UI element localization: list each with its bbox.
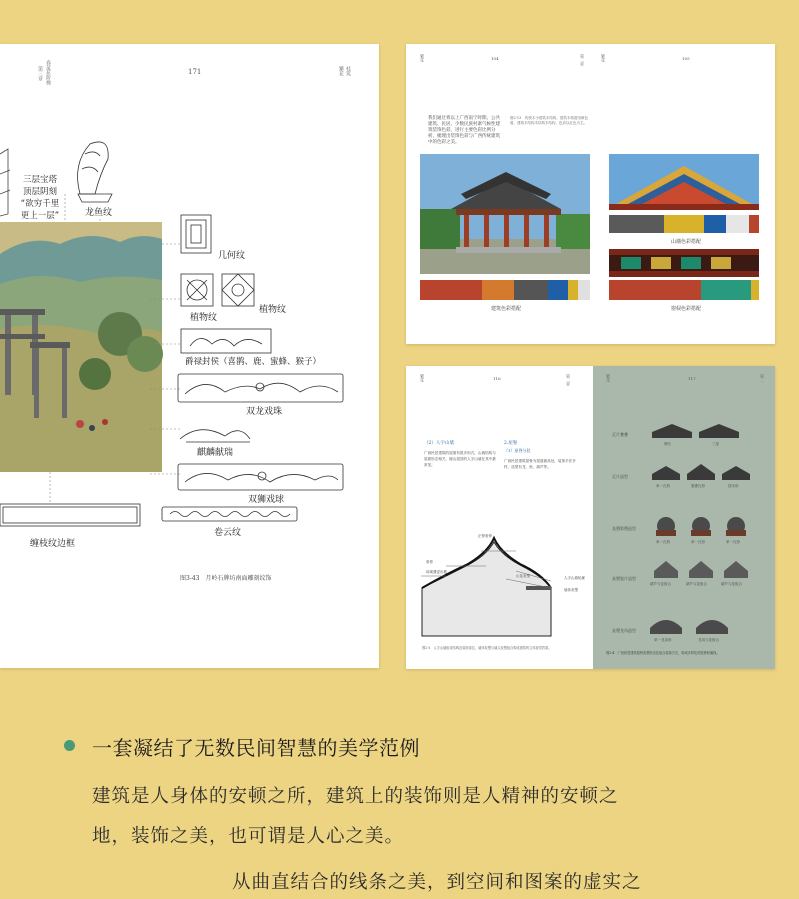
spread-bottom-page-left: 116 — [493, 376, 501, 381]
label-qilin: 麒麟献瑞 — [197, 448, 234, 458]
spread-bottom-header-mid: 第二章 — [566, 374, 571, 386]
page-number: 171 — [188, 68, 202, 76]
book-title-vertical-left: 春茧花阶梯 — [45, 60, 51, 85]
right-label-3: 灰塑瓷片造型 — [612, 576, 636, 581]
right-caption-4: 钱币形 — [728, 484, 739, 488]
palette-2 — [609, 215, 759, 233]
right-caption-10: 葫芦与花组合 — [721, 582, 742, 586]
right-label-4: 灰塑龙凤造型 — [612, 628, 636, 633]
section-heading: 一套凝结了无数民间智慧的美学范例 — [92, 736, 420, 760]
spread-top-page-left: 104 — [491, 56, 499, 61]
right-label-1: 瓦片造型 — [612, 474, 628, 479]
paragraph-line-2: 地，装饰之美，也可谓是人心之美。 — [92, 826, 405, 847]
landscape-painting — [0, 222, 163, 472]
spread-top-header-mid: 第二章 — [580, 54, 585, 66]
right-label-2: 灰塑彩塑造型 — [612, 526, 636, 531]
diagram-label-5: 砖砌叠涩出檐 — [426, 570, 447, 574]
spread-top-figure-note: 图2-13 传统木小建筑木结构，建筑木构建用颜色谱，建筑木结构木结构木结构，色彩以红色为主。 — [510, 116, 588, 125]
paragraph-line-3: 从曲直结合的线条之美，到空间和图案的虚实之 — [232, 872, 642, 893]
figure-note-right: 图2-4 广西民居建筑屋脊灰塑形态及组合装饰方式，构成多样化的屋脊轮廓线。 — [606, 651, 720, 655]
right-caption-11: 单一龙凤形 — [654, 638, 672, 642]
section-b-subtitle: （1）屋脊分段 — [504, 448, 531, 453]
cloud-pattern-drawing — [162, 507, 297, 521]
label-plant-2: 植物纹 — [259, 305, 287, 315]
diagram-label-4: 墙体灰塑 — [564, 588, 578, 592]
spread-bottom-header-right: 繁花 — [606, 374, 611, 382]
pagoda-drawing — [0, 149, 10, 216]
section-b-title: 2.屋脊 — [504, 441, 518, 446]
vine-border-drawing — [0, 504, 140, 526]
ridge-samples — [650, 424, 750, 634]
plant-pattern-drawing — [181, 274, 254, 306]
spread-bottom-header-far-right: 第二 — [760, 374, 765, 382]
right-caption-1: 三星 — [712, 442, 719, 446]
right-label-0: 瓦片叠叠 — [612, 432, 628, 437]
geometric-pattern-drawing — [181, 215, 211, 253]
bullet-dot — [64, 740, 75, 751]
spread-top-page-right: 105 — [682, 56, 690, 61]
right-caption-12: 龙凤与花组合 — [698, 638, 719, 642]
label-plant-1: 植物纹 — [190, 313, 218, 323]
diagram-label-0: 正脊垂脊 — [478, 534, 492, 538]
right-caption-3: 重叠瓦形 — [691, 484, 705, 488]
gable-photo — [609, 154, 759, 210]
right-caption-6: 单一瓦形 — [691, 540, 705, 544]
palette-1 — [420, 280, 590, 300]
spread-top-body: 我们通过将以上广西南宁时期、公共建筑、民居、少数民族村寨气候性建筑装饰色彩，进行主要色彩比例分析，梳理出装饰色彩与广西传统建筑中的色彩之美。 — [428, 116, 500, 145]
section-a-body: 广西民居建筑的屋面有很多形式，山墙结构与屋面形态相关，硬山屋顶的人字山墙在其中最常见。 — [424, 451, 496, 467]
window-photo — [609, 249, 759, 277]
spread-bottom-drawings — [406, 366, 775, 669]
photo3-caption: 窗棂色彩搭配 — [670, 306, 701, 312]
section-a-title: （2）人字山墙 — [424, 441, 454, 446]
label-double-dragon: 双龙戏珠 — [246, 407, 283, 417]
label-geometric: 几何纹 — [218, 251, 246, 261]
spread-top-header-left: 繁花 — [420, 54, 425, 62]
spread-top-photos — [406, 44, 775, 344]
figure-caption: 图3-43 月岭石牌坊南面雕刻纹饰 — [180, 575, 272, 582]
right-caption-7: 单一瓦形 — [726, 540, 740, 544]
book-spread-top — [406, 44, 775, 344]
spread-top-header-right: 繁花 — [601, 54, 606, 62]
spread-bottom-page-right: 117 — [688, 376, 696, 381]
auspicious-panel-drawing — [181, 329, 271, 353]
dragon-fish-drawing — [78, 142, 112, 202]
photo1-caption: 建筑色彩搭配 — [490, 306, 521, 312]
right-caption-0: 网纹 — [664, 442, 671, 446]
paragraph-line-1: 建筑是人身体的安顿之所，建筑上的装饰则是人精神的安顿之 — [92, 786, 619, 807]
diagram-label-3: 人字山墙轮廓 — [564, 576, 585, 580]
label-vine-border: 缠枝纹边框 — [30, 539, 76, 549]
right-caption-9: 葫芦与花组合 — [686, 582, 707, 586]
label-cloud: 卷云纹 — [214, 528, 242, 538]
photo2-caption: 山墙色彩搭配 — [670, 239, 701, 245]
book-title-vertical-right2: 桂筑 — [345, 66, 351, 76]
right-caption-5: 单一瓦形 — [656, 540, 670, 544]
palette-3 — [609, 280, 759, 300]
figure-note-left: 图2-3 人字山墙组成结构及装饰部位，墙体灰塑与墙头灰塑组合构成建筑的立体视觉效果。 — [422, 646, 552, 650]
right-caption-2: 单一瓦形 — [656, 484, 670, 488]
section-b-body: 广西民居建筑屋脊为屋面最高处，装饰手法多样，造型有龙、鱼、葫芦等。 — [504, 459, 576, 469]
label-double-lion: 双狮戏球 — [248, 495, 285, 505]
book-page-left — [0, 44, 379, 668]
label-auspicious: 爵禄封侯（喜鹊、鹿、蜜蜂、猴子） — [185, 357, 322, 367]
qilin-drawing — [180, 430, 250, 442]
label-dragon-fish: 龙鱼纹 — [85, 208, 113, 218]
double-dragon-drawing — [178, 374, 343, 402]
pavilion-photo — [420, 154, 590, 274]
book-title-vertical-right: 繁花 — [338, 66, 344, 76]
book-spread-bottom — [406, 366, 775, 669]
double-lion-drawing — [178, 464, 343, 490]
annotation-pagoda: 三层宝塔 顶层阴刻 “欲穷千里 更上一层” — [20, 175, 60, 221]
gable-wall-drawing — [421, 538, 551, 636]
spread-bottom-header-left: 繁花 — [420, 374, 425, 382]
chapter-vertical-left: 第三章 — [37, 66, 43, 81]
diagram-label-1: 垂脊 — [426, 560, 433, 564]
diagram-label-2: 山花灰塑 — [516, 574, 530, 578]
right-caption-8: 葫芦与花组合 — [650, 582, 671, 586]
